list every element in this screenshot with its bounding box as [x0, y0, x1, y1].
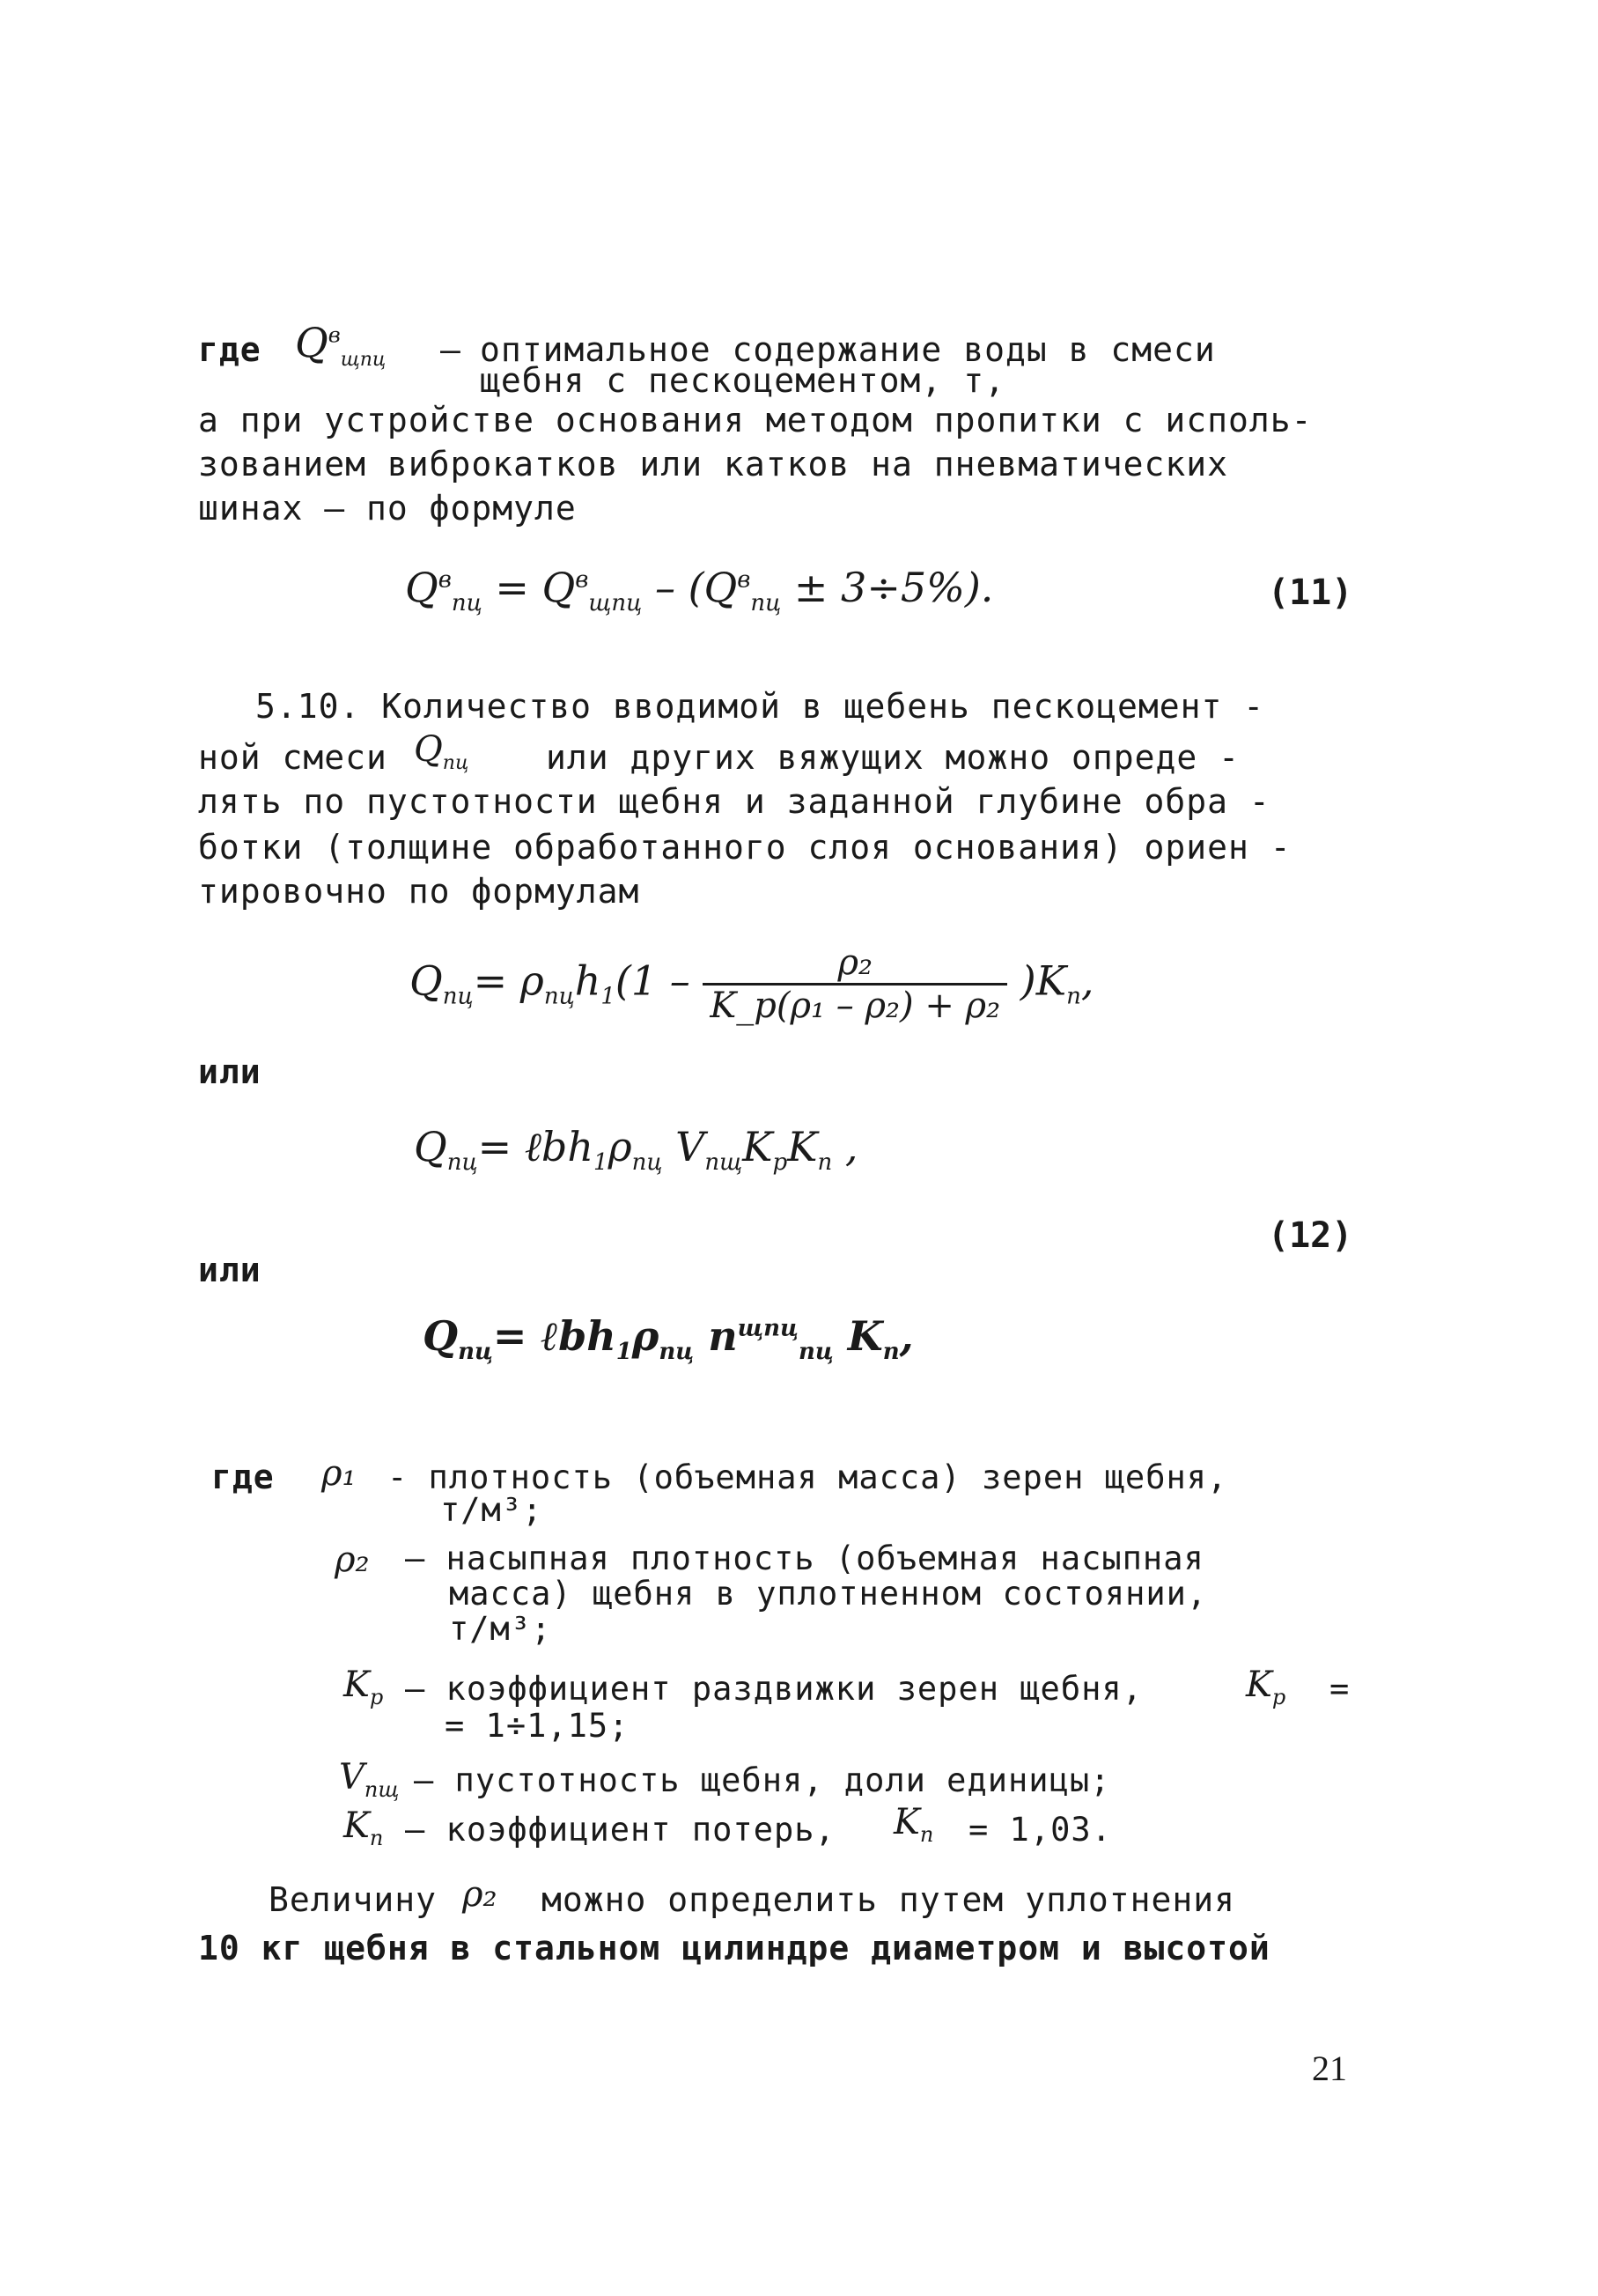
text-line-5: шинах – по формуле — [198, 489, 577, 528]
kp-symbol: $K_p$ — [343, 1665, 384, 1709]
rho2-symbol: ρ₂ — [335, 1539, 370, 1580]
text-line-4: зованием виброкатков или катков на пневматических — [198, 445, 1229, 484]
rho2-def-c: т/м³; — [449, 1610, 552, 1648]
section-line-2b: или других вяжущих можно опреде - — [546, 738, 1240, 777]
equation-12a-fraction: $\frac{\text{ρ₂}}{\text{K\_p(ρ₁ – ρ₂) + ρ₂}}$ — [703, 942, 1007, 1026]
final-line-2: 10 кг щебня в стальном цилиндре диаметром и высотой — [198, 1929, 1270, 1967]
final-line-1b: можно определить путем уплотнения — [541, 1880, 1235, 1919]
kn-value: = 1,03. — [968, 1811, 1112, 1849]
section-line-4: ботки (толщине обработанного слоя основания) ориен - — [198, 828, 1292, 867]
rho2-def-b: масса) щебня в уплотненном состоянии, — [449, 1575, 1208, 1613]
rho2-def-a: – насыпная плотность (объемная насыпная — [405, 1539, 1204, 1577]
or-label-1: или — [198, 1052, 261, 1091]
rho1-symbol: ρ₁ — [321, 1453, 357, 1494]
equation-12c: $Q_{пц}=$ $\ell bh_1\rho_{пц}$ $n^{щпц}_{пц}$ $K_п$, — [423, 1312, 914, 1366]
where-label: где — [198, 330, 261, 369]
text-line-2: щебня с пескоцементом, т, — [480, 361, 1005, 400]
q-dash: – — [440, 330, 461, 369]
v-symbol: $V_{пщ}$ — [339, 1757, 400, 1802]
kp-def-a: – коэффициент раздвижки зерен щебня, — [405, 1670, 1143, 1708]
page-number: 21 — [1312, 2049, 1347, 2088]
final-rho2-symbol: ρ₂ — [462, 1874, 497, 1915]
text-line-1: оптимальное содержание воды в смеси — [480, 330, 1216, 369]
equation-11: $Q^в_{пц} = Q^в_{щпц} - (Q^в_{пц} \pm 3\div 5\%)$. — [405, 564, 994, 617]
final-line-1a: Величину — [269, 1880, 438, 1919]
kp-value-symbol: $K_p$ — [1246, 1665, 1286, 1709]
or-label-2: или — [198, 1251, 261, 1289]
kp-def-b: = 1÷1,15; — [445, 1707, 630, 1745]
text-line-3: а при устройстве основания методом пропитки с исполь- — [198, 401, 1313, 439]
section-line-1: 5.10. Количество вводимой в щебень пескоцемент - — [255, 687, 1265, 726]
kn-symbol: $K_п$ — [343, 1805, 384, 1850]
q-symbol: $Q^в_{щпц}$ — [295, 319, 387, 372]
equation-number-12: (12) — [1268, 1215, 1353, 1256]
equation-12a: $Q_{пц}= \rho_{пц}h_1(1$ – $\frac{\text{ρ₂}}{\text{K\_p(ρ₁ – ρ₂) + ρ₂}}$ )$K_п$, — [409, 942, 1094, 1026]
kn-value-symbol: $K_п$ — [894, 1802, 934, 1847]
rho1-def-b: т/м³; — [440, 1491, 543, 1529]
kp-equals: = — [1329, 1670, 1351, 1708]
defs-where-label: где — [211, 1458, 275, 1496]
rho1-def-a: - плотность (объемная масса) зерен щебня, — [387, 1458, 1228, 1496]
section-line-5: тировочно по формулам — [198, 872, 640, 911]
equation-12b: $Q_{пц}=$ $\ell bh_1\rho_{пц}$ $V_{пщ}K_pK_п$ , — [414, 1123, 858, 1177]
section-line-3: лять по пустотности щебня и заданной глубине обра - — [198, 782, 1270, 821]
v-def: – пустотность щебня, доли единицы; — [414, 1761, 1111, 1799]
section-line-2a: ной смеси — [198, 738, 387, 777]
equation-number-11: (11) — [1268, 572, 1353, 613]
kn-def: – коэффициент потерь, — [405, 1811, 836, 1849]
q-pc-symbol: $Q_{пц}$ — [414, 729, 469, 774]
